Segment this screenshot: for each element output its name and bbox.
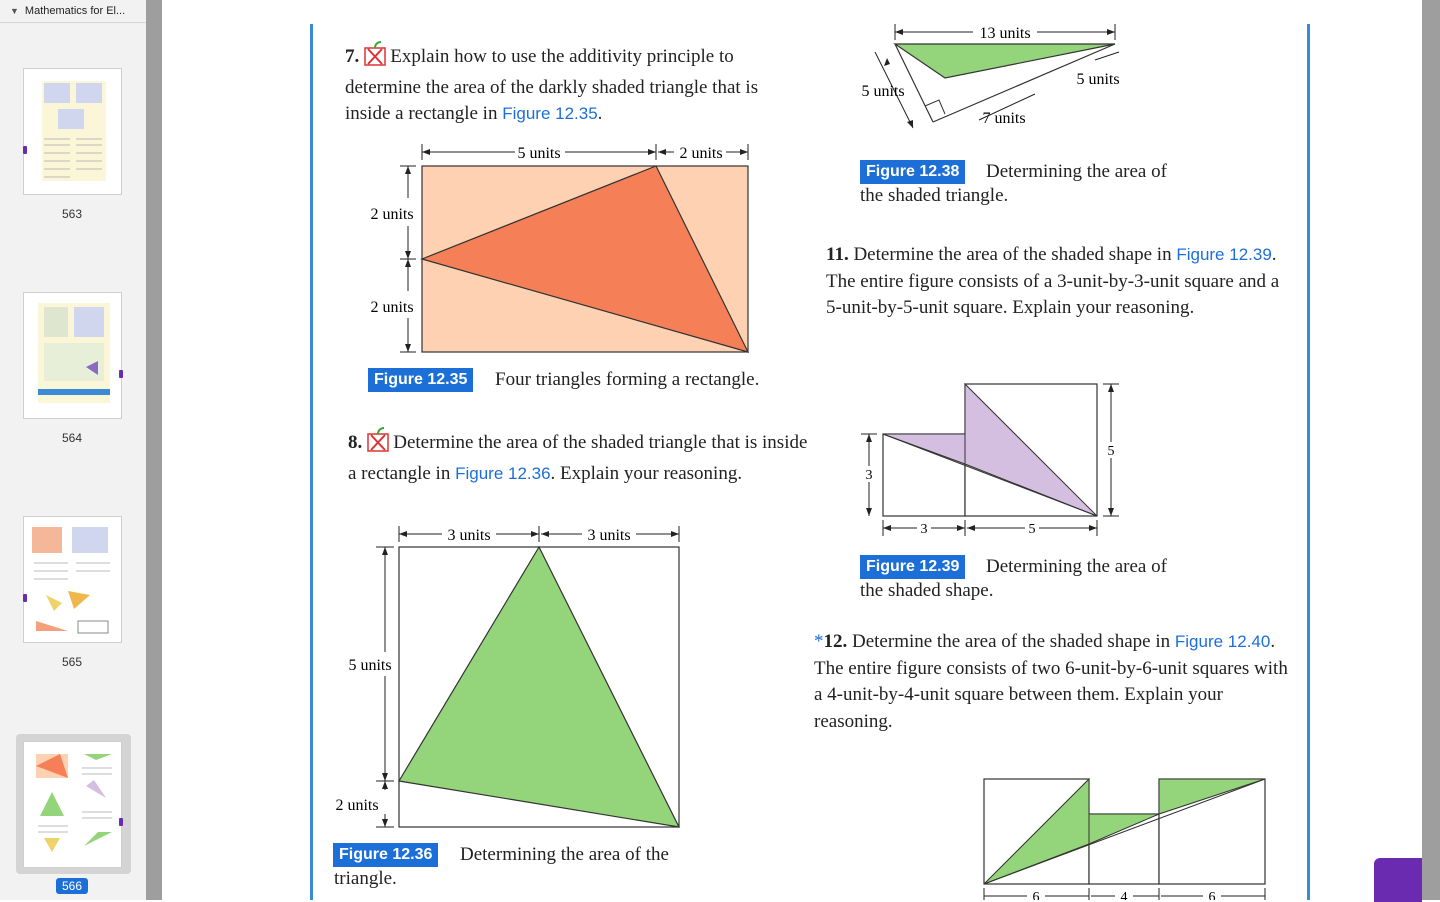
label-5-units-right: 5 units bbox=[1076, 71, 1120, 88]
label-7-units: 7 units bbox=[982, 110, 1026, 127]
page-thumbnail-565[interactable] bbox=[23, 516, 122, 643]
figure-link[interactable]: Figure 12.40 bbox=[1174, 632, 1271, 651]
bookmark-marker bbox=[119, 370, 123, 378]
page-number-564: 564 bbox=[61, 431, 83, 445]
page-thumbnail-563[interactable] bbox=[23, 68, 122, 195]
label-5-units: 5 units bbox=[348, 657, 392, 674]
figure-12-39-caption: Determining the area of the shaded shape. bbox=[860, 556, 1167, 601]
figure-link[interactable]: Figure 12.35 bbox=[502, 104, 598, 123]
label-5-units-left: 5 units bbox=[861, 83, 905, 100]
label-2-units: 2 units bbox=[335, 797, 379, 814]
thumbnail-sidebar bbox=[0, 0, 146, 900]
apple-icon bbox=[366, 426, 390, 461]
problem-12: *12. Determine the area of the shaded shape in Figure 12.40. The entire figure consists of two 6-unit-by-6-unit squares with a 4-unit-by-4-unit square between them. Explain your reasoning. bbox=[814, 631, 1288, 732]
page-number-563: 563 bbox=[61, 207, 83, 221]
disclosure-triangle-icon[interactable]: ▼ bbox=[10, 6, 19, 16]
apple-icon bbox=[363, 40, 387, 75]
left-column-rule bbox=[310, 24, 313, 900]
page-thumbnail-566[interactable] bbox=[23, 741, 122, 868]
problem-11: 11. Determine the area of the shaded shape in Figure 12.39. The entire figure consists of a 3-unit-by-3-unit square and a 5-unit-by-5-unit square. Explain your reasoning. bbox=[826, 244, 1280, 318]
label-2-units-side-bottom: 2 units bbox=[370, 299, 414, 316]
figure-12-36 bbox=[330, 520, 690, 832]
figure-12-39-tag: Figure 12.39 bbox=[860, 555, 965, 579]
star-marker: * bbox=[814, 631, 824, 652]
label-4-middle: 4 bbox=[1120, 890, 1128, 900]
page-number-565: 565 bbox=[61, 655, 83, 669]
figure-12-35-caption: Four triangles forming a rectangle. bbox=[495, 369, 760, 390]
annotation-tab[interactable] bbox=[1374, 858, 1422, 902]
bookmark-marker bbox=[119, 818, 123, 826]
document-title: Mathematics for El... bbox=[24, 5, 126, 17]
bookmark-marker bbox=[23, 146, 27, 154]
window-scrollbar-edge[interactable] bbox=[1422, 0, 1440, 900]
label-2-units-top: 2 units bbox=[679, 145, 723, 162]
label-3-side: 3 bbox=[865, 468, 873, 483]
figure-12-38-tag: Figure 12.38 bbox=[860, 160, 965, 184]
label-3-units-left: 3 units bbox=[447, 527, 491, 544]
figure-12-36-tag: Figure 12.36 bbox=[333, 843, 438, 867]
figure-link[interactable]: Figure 12.36 bbox=[455, 463, 551, 483]
figure-12-38-caption: Determining the area of the shaded triangle. bbox=[860, 161, 1167, 206]
problem-7: 7. Explain how to use the additivity principle to determine the area of the darkly shaded triangle that is inside a rectangle in Figure 12.35. bbox=[345, 40, 805, 128]
label-5-units: 5 units bbox=[517, 145, 561, 162]
figure-12-36-caption: Determining the area of the triangle. bbox=[334, 844, 669, 889]
bookmark-marker bbox=[23, 594, 27, 602]
label-5-side: 5 bbox=[1107, 444, 1115, 459]
label-6-right: 6 bbox=[1208, 890, 1216, 900]
figure-12-39 bbox=[855, 378, 1125, 538]
problem-8: 8. Determine the area of the shaded triangle that is inside a rectangle in Figure 12.36. Explain your reasoning. bbox=[348, 426, 808, 487]
page-number-566: 566 bbox=[0, 879, 144, 893]
label-13-units: 13 units bbox=[979, 25, 1031, 42]
label-2-units-side-top: 2 units bbox=[370, 206, 414, 223]
label-3-bottom: 3 bbox=[920, 522, 928, 537]
right-column-rule bbox=[1307, 24, 1310, 900]
figure-12-38 bbox=[855, 18, 1130, 136]
label-3-units-right: 3 units bbox=[587, 527, 631, 544]
page-thumbnail-564[interactable] bbox=[23, 292, 122, 419]
sidebar-divider[interactable] bbox=[146, 0, 162, 900]
label-5-bottom: 5 bbox=[1028, 522, 1036, 537]
figure-12-35-tag: Figure 12.35 bbox=[368, 368, 473, 392]
sidebar-header[interactable] bbox=[0, 0, 146, 23]
label-6-left: 6 bbox=[1032, 890, 1040, 900]
figure-12-35 bbox=[360, 136, 760, 358]
figure-12-40 bbox=[975, 772, 1275, 900]
figure-link[interactable]: Figure 12.39 bbox=[1176, 245, 1272, 264]
